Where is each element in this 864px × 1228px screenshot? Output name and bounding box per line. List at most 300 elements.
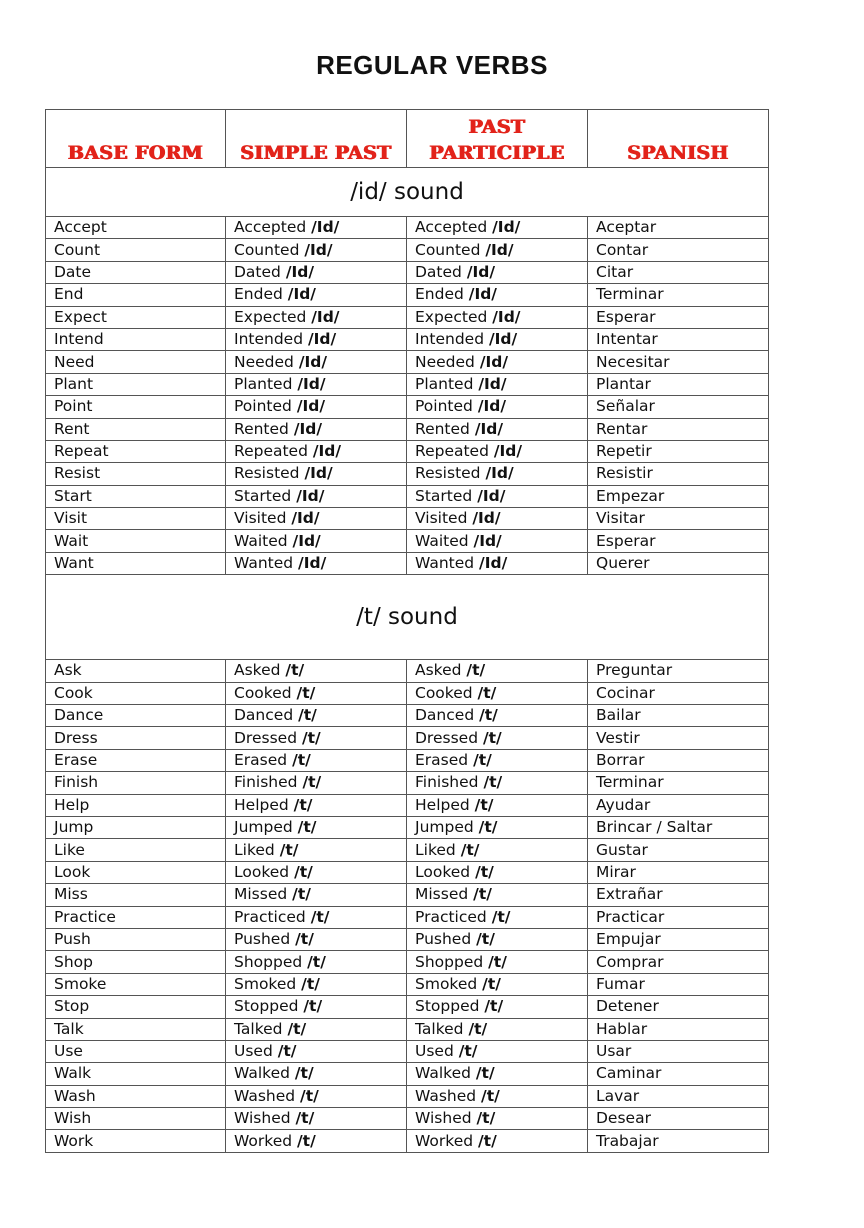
phoneme-label: /t/ [473,885,492,904]
cell-text: Dressed [234,728,298,747]
cell-text: Visited [234,509,287,528]
cell-text: Cooked [234,683,292,702]
cell-text: Missed [234,885,288,904]
spanish-cell [588,1040,769,1062]
cell-text: Talked [234,1019,283,1038]
cell-text: Resisted [415,464,481,483]
past-participle-cell [407,705,588,727]
simple-past-cell [226,351,407,373]
cell-text: Help [54,795,90,814]
base-form-cell [46,705,226,727]
simple-past-cell [226,794,407,816]
cell-text: Washed [234,1086,296,1105]
cell-text: Wanted [234,554,294,573]
simple-past-cell [226,861,407,883]
base-form-cell [46,1108,226,1130]
phoneme-label: /t/ [294,1064,314,1083]
phoneme-label: /Id/ [493,442,523,461]
cell-text: Resistir [596,464,653,483]
table-row [46,440,769,462]
cell-text: Intentar [596,330,658,349]
cell-text: Need [54,352,95,371]
base-form-cell [46,261,226,283]
phoneme-label: /t/ [300,1086,319,1105]
phoneme-label: /Id/ [298,352,328,371]
cell-text: Empezar [596,486,665,505]
table-row [46,485,769,507]
cell-text: Extrañar [596,885,663,904]
base-form-cell [46,928,226,950]
cell-text: Like [54,840,85,859]
cell-text: Aceptar [596,218,657,237]
cell-text: Used [415,1042,454,1061]
cell-text: Terminar [596,773,664,792]
cell-text: Counted [415,240,481,259]
phoneme-label: /t/ [483,773,503,792]
simple-past-cell [226,749,407,771]
cell-text: Jumped [415,818,474,837]
cell-text: Miss [54,885,88,904]
table-row [46,396,769,418]
table-row [46,552,769,574]
cell-text: Shopped [234,952,303,971]
spanish-cell [588,306,769,328]
simple-past-cell [226,928,407,950]
spanish-cell [588,217,769,239]
phoneme-label: /Id/ [287,285,316,304]
base-form-cell [46,351,226,373]
simple-past-cell [226,463,407,485]
cell-text: Desear [596,1109,651,1128]
base-form-cell [46,996,226,1018]
cell-text: Push [54,930,91,949]
cell-text: Pushed [415,930,472,949]
spanish-cell [588,794,769,816]
table-row [46,1040,769,1062]
past-participle-cell [407,1018,588,1040]
past-participle-cell [407,727,588,749]
phoneme-label: /Id/ [492,307,521,326]
cell-text: Rentar [596,419,648,438]
phoneme-label: /Id/ [485,240,514,259]
simple-past-cell [226,217,407,239]
cell-text: Practiced [415,907,487,926]
spanish-cell [588,996,769,1018]
cell-text: Walk [54,1064,92,1083]
cell-text: Washed [415,1086,477,1105]
phoneme-label: /t/ [458,1042,478,1061]
cell-text: Practice [54,907,116,926]
cell-text: Caminar [596,1064,662,1083]
phoneme-label: /Id/ [479,554,508,573]
simple-past-cell [226,1040,407,1062]
table-row [46,749,769,771]
cell-text: Helped [415,795,470,814]
spanish-cell [588,1063,769,1085]
cell-text: Used [234,1042,273,1061]
table-row [46,284,769,306]
page-title: REGULAR VERBS [316,50,548,80]
past-participle-cell [407,485,588,507]
spanish-cell [588,508,769,530]
cell-text: Accept [54,218,107,237]
phoneme-label: /t/ [307,952,326,971]
simple-past-cell [226,705,407,727]
past-participle-cell [407,552,588,574]
table-row [46,1018,769,1040]
cell-text: Erased [234,751,288,769]
cell-text: Brincar / Saltar [596,818,713,837]
phoneme-label: /t/ [303,997,323,1016]
table-row [46,239,769,261]
phoneme-label: /Id/ [311,307,340,326]
cell-text: Date [54,262,92,281]
table-row [46,705,769,727]
past-participle-cell [407,1063,588,1085]
past-participle-cell [407,1130,588,1152]
cell-text: Intended [234,330,304,349]
cell-text: Cooked [415,683,473,702]
table-row [46,1085,769,1107]
cell-text: Hablar [596,1019,648,1038]
spanish-cell [588,1130,769,1152]
past-participle-cell [407,463,588,485]
phoneme-label: /Id/ [472,509,501,528]
past-participle-cell [407,884,588,906]
past-participle-cell [407,217,588,239]
phoneme-label: /t/ [491,907,511,926]
cell-text: Repeat [54,442,109,461]
cell-text: Visit [54,509,88,528]
cell-text: Wait [54,531,89,550]
past-participle-cell [407,951,588,973]
table-row [46,816,769,838]
cell-text: Wash [54,1086,96,1105]
cell-text: Smoke [54,974,107,993]
cell-text: Repetir [596,442,652,461]
header-row [46,110,769,168]
cell-text: Rented [415,419,470,438]
spanish-cell [588,418,769,440]
header-base-form: BASE FORM [46,110,226,168]
cell-text: Started [234,486,292,505]
cell-text: Fumar [596,974,645,993]
base-form-cell [46,530,226,552]
cell-text: Cocinar [596,683,655,702]
base-form-cell [46,373,226,395]
cell-text: Accepted [234,218,307,237]
cell-text: Querer [596,554,650,573]
phoneme-label: /Id/ [285,262,315,281]
cell-text: Liked [234,840,275,859]
phoneme-label: /Id/ [307,330,337,349]
phoneme-label: /t/ [482,974,501,993]
spanish-cell [588,973,769,995]
phoneme-label: /t/ [301,728,321,747]
cell-text: Expect [54,307,107,326]
phoneme-label: /Id/ [311,218,340,237]
base-form-cell [46,1130,226,1152]
cell-text: Walked [234,1064,290,1083]
past-participle-cell [407,749,588,771]
phoneme-label: /t/ [292,885,311,904]
cell-text: Look [54,862,91,881]
spanish-cell [588,839,769,861]
cell-text: End [54,285,84,304]
base-form-cell [46,772,226,794]
cell-text: Detener [596,997,659,1016]
cell-text: Count [54,240,101,259]
phoneme-label: /Id/ [473,531,502,550]
spanish-cell [588,373,769,395]
phoneme-label: /Id/ [477,397,506,416]
past-participle-cell [407,906,588,928]
spanish-cell [588,1108,769,1130]
base-form-cell [46,552,226,574]
simple-past-cell [226,727,407,749]
base-form-cell [46,727,226,749]
phoneme-label: /Id/ [298,554,327,573]
simple-past-cell [226,1063,407,1085]
cell-text: Rent [54,419,90,438]
base-form-cell [46,418,226,440]
simple-past-cell [226,306,407,328]
cell-text: Liked [415,840,456,859]
cell-text: Esperar [596,307,656,326]
table-row [46,973,769,995]
phoneme-label: /t/ [297,818,317,837]
cell-text: Planted [234,374,293,393]
base-form-cell [46,951,226,973]
table-row [46,530,769,552]
table-row [46,772,769,794]
simple-past-cell [226,485,407,507]
phoneme-label: /t/ [294,862,313,881]
spanish-cell [588,1085,769,1107]
cell-text: Shop [54,952,93,971]
table-row [46,328,769,350]
verbs-table [45,109,769,1153]
spanish-cell [588,705,769,727]
cell-text: Ended [234,285,283,304]
cell-text: Talk [54,1019,84,1038]
spanish-cell [588,660,769,682]
phoneme-label: /t/ [477,683,497,702]
past-participle-cell [407,351,588,373]
phoneme-label: /t/ [460,840,480,859]
cell-text: Señalar [596,397,655,416]
cell-text: Stop [54,997,90,1016]
cell-text: Asked [234,661,281,680]
table-row [46,951,769,973]
base-form-cell [46,749,226,771]
base-form-cell [46,463,226,485]
phoneme-label: /t/ [476,1109,496,1128]
cell-text: Gustar [596,840,648,859]
phoneme-label: /t/ [295,1109,315,1128]
cell-text: Start [54,486,92,505]
cell-text: Pushed [234,930,291,949]
table-row [46,682,769,704]
spanish-cell [588,884,769,906]
phoneme-label: /Id/ [297,374,326,393]
cell-text: Empujar [596,930,661,949]
phoneme-label: /Id/ [304,240,333,259]
simple-past-cell [226,440,407,462]
phoneme-label: /Id/ [466,262,496,281]
spanish-cell [588,682,769,704]
phoneme-label: /t/ [475,862,494,881]
cell-text: Ask [54,661,82,680]
past-participle-cell [407,794,588,816]
past-participle-cell [407,861,588,883]
simple-past-cell [226,660,407,682]
cell-text: Pointed [415,397,473,416]
past-participle-cell [407,1040,588,1062]
cell-text: Smoked [415,974,478,993]
simple-past-cell [226,1085,407,1107]
spanish-cell [588,530,769,552]
phoneme-label: /t/ [301,974,320,993]
simple-past-cell [226,816,407,838]
table-row [46,884,769,906]
past-participle-cell [407,306,588,328]
base-form-cell [46,440,226,462]
base-form-cell [46,861,226,883]
cell-text: Erased [415,751,469,769]
phoneme-label: /t/ [488,952,507,971]
table-row [46,861,769,883]
cell-text: Waited [234,531,288,550]
cell-text: Trabajar [596,1131,659,1150]
phoneme-label: /Id/ [492,218,521,237]
cell-text: Borrar [596,751,645,769]
section-heading-row [46,168,769,217]
spanish-cell [588,1018,769,1040]
cell-text: Helped [234,795,289,814]
phoneme-label: /t/ [482,728,502,747]
cell-text: Practicar [596,907,665,926]
simple-past-cell [226,973,407,995]
cell-text: Counted [234,240,300,259]
cell-text: Want [54,554,94,573]
cell-text: Expected [234,307,307,326]
table-row [46,996,769,1018]
base-form-cell [46,816,226,838]
past-participle-cell [407,261,588,283]
past-participle-cell [407,839,588,861]
base-form-cell [46,239,226,261]
cell-text: Looked [415,862,471,881]
past-participle-cell [407,239,588,261]
cell-text: Expected [415,307,488,326]
phoneme-label: /t/ [476,930,495,949]
phoneme-label: /Id/ [477,486,506,505]
header-spanish: SPANISH [588,110,769,168]
phoneme-label: /t/ [279,840,299,859]
cell-text: Wished [415,1109,472,1128]
table-row [46,261,769,283]
phoneme-label: /Id/ [479,352,509,371]
cell-text: Waited [415,531,469,550]
past-participle-cell [407,328,588,350]
simple-past-cell [226,239,407,261]
cell-text: Practiced [234,907,306,926]
spanish-cell [588,440,769,462]
past-participle-cell [407,928,588,950]
phoneme-label: /t/ [297,1131,316,1150]
cell-text: Resisted [234,464,300,483]
cell-text: Repeated [415,442,489,461]
cell-text: Terminar [596,285,664,304]
base-form-cell [46,508,226,530]
simple-past-cell [226,396,407,418]
cell-text: Worked [415,1131,474,1150]
simple-past-cell [226,996,407,1018]
base-form-cell [46,396,226,418]
table-row [46,1130,769,1152]
cell-text: Walked [415,1064,471,1083]
cell-text: Preguntar [596,661,673,680]
cell-text: Vestir [596,728,640,747]
cell-text: Needed [415,352,475,371]
cell-text: Smoked [234,974,297,993]
cell-text: Jumped [234,818,293,837]
cell-text: Repeated [234,442,308,461]
cell-text: Finished [415,773,479,792]
cell-text: Lavar [596,1086,640,1105]
past-participle-cell [407,284,588,306]
base-form-cell [46,906,226,928]
table-row [46,1063,769,1085]
section-heading: /t/ sound [46,575,769,660]
cell-text: Missed [415,885,469,904]
phoneme-label: /Id/ [468,285,497,304]
base-form-cell [46,839,226,861]
cell-text: Ended [415,285,464,304]
cell-text: Resist [54,464,101,483]
phoneme-label: /Id/ [296,397,325,416]
base-form-cell [46,682,226,704]
cell-text: Finished [234,773,298,792]
past-participle-cell [407,508,588,530]
phoneme-label: /t/ [473,751,492,769]
phoneme-label: /t/ [310,907,330,926]
phoneme-label: /Id/ [485,464,514,483]
cell-text: Pointed [234,397,292,416]
simple-past-cell [226,284,407,306]
past-participle-cell [407,530,588,552]
base-form-cell [46,794,226,816]
phoneme-label: /t/ [298,706,317,725]
past-participle-cell [407,816,588,838]
past-participle-cell [407,440,588,462]
base-form-cell [46,1040,226,1062]
cell-text: Looked [234,862,290,881]
header-simple-past: SIMPLE PAST [226,110,407,168]
cell-text: Contar [596,240,649,259]
simple-past-cell [226,1130,407,1152]
table-row [46,418,769,440]
cell-text: Comprar [596,952,664,971]
simple-past-cell [226,951,407,973]
section-heading: /id/ sound [46,168,769,217]
cell-text: Citar [596,262,634,281]
table-row [46,660,769,682]
cell-text: Wish [54,1109,92,1128]
base-form-cell [46,1085,226,1107]
phoneme-label: /t/ [484,997,504,1016]
